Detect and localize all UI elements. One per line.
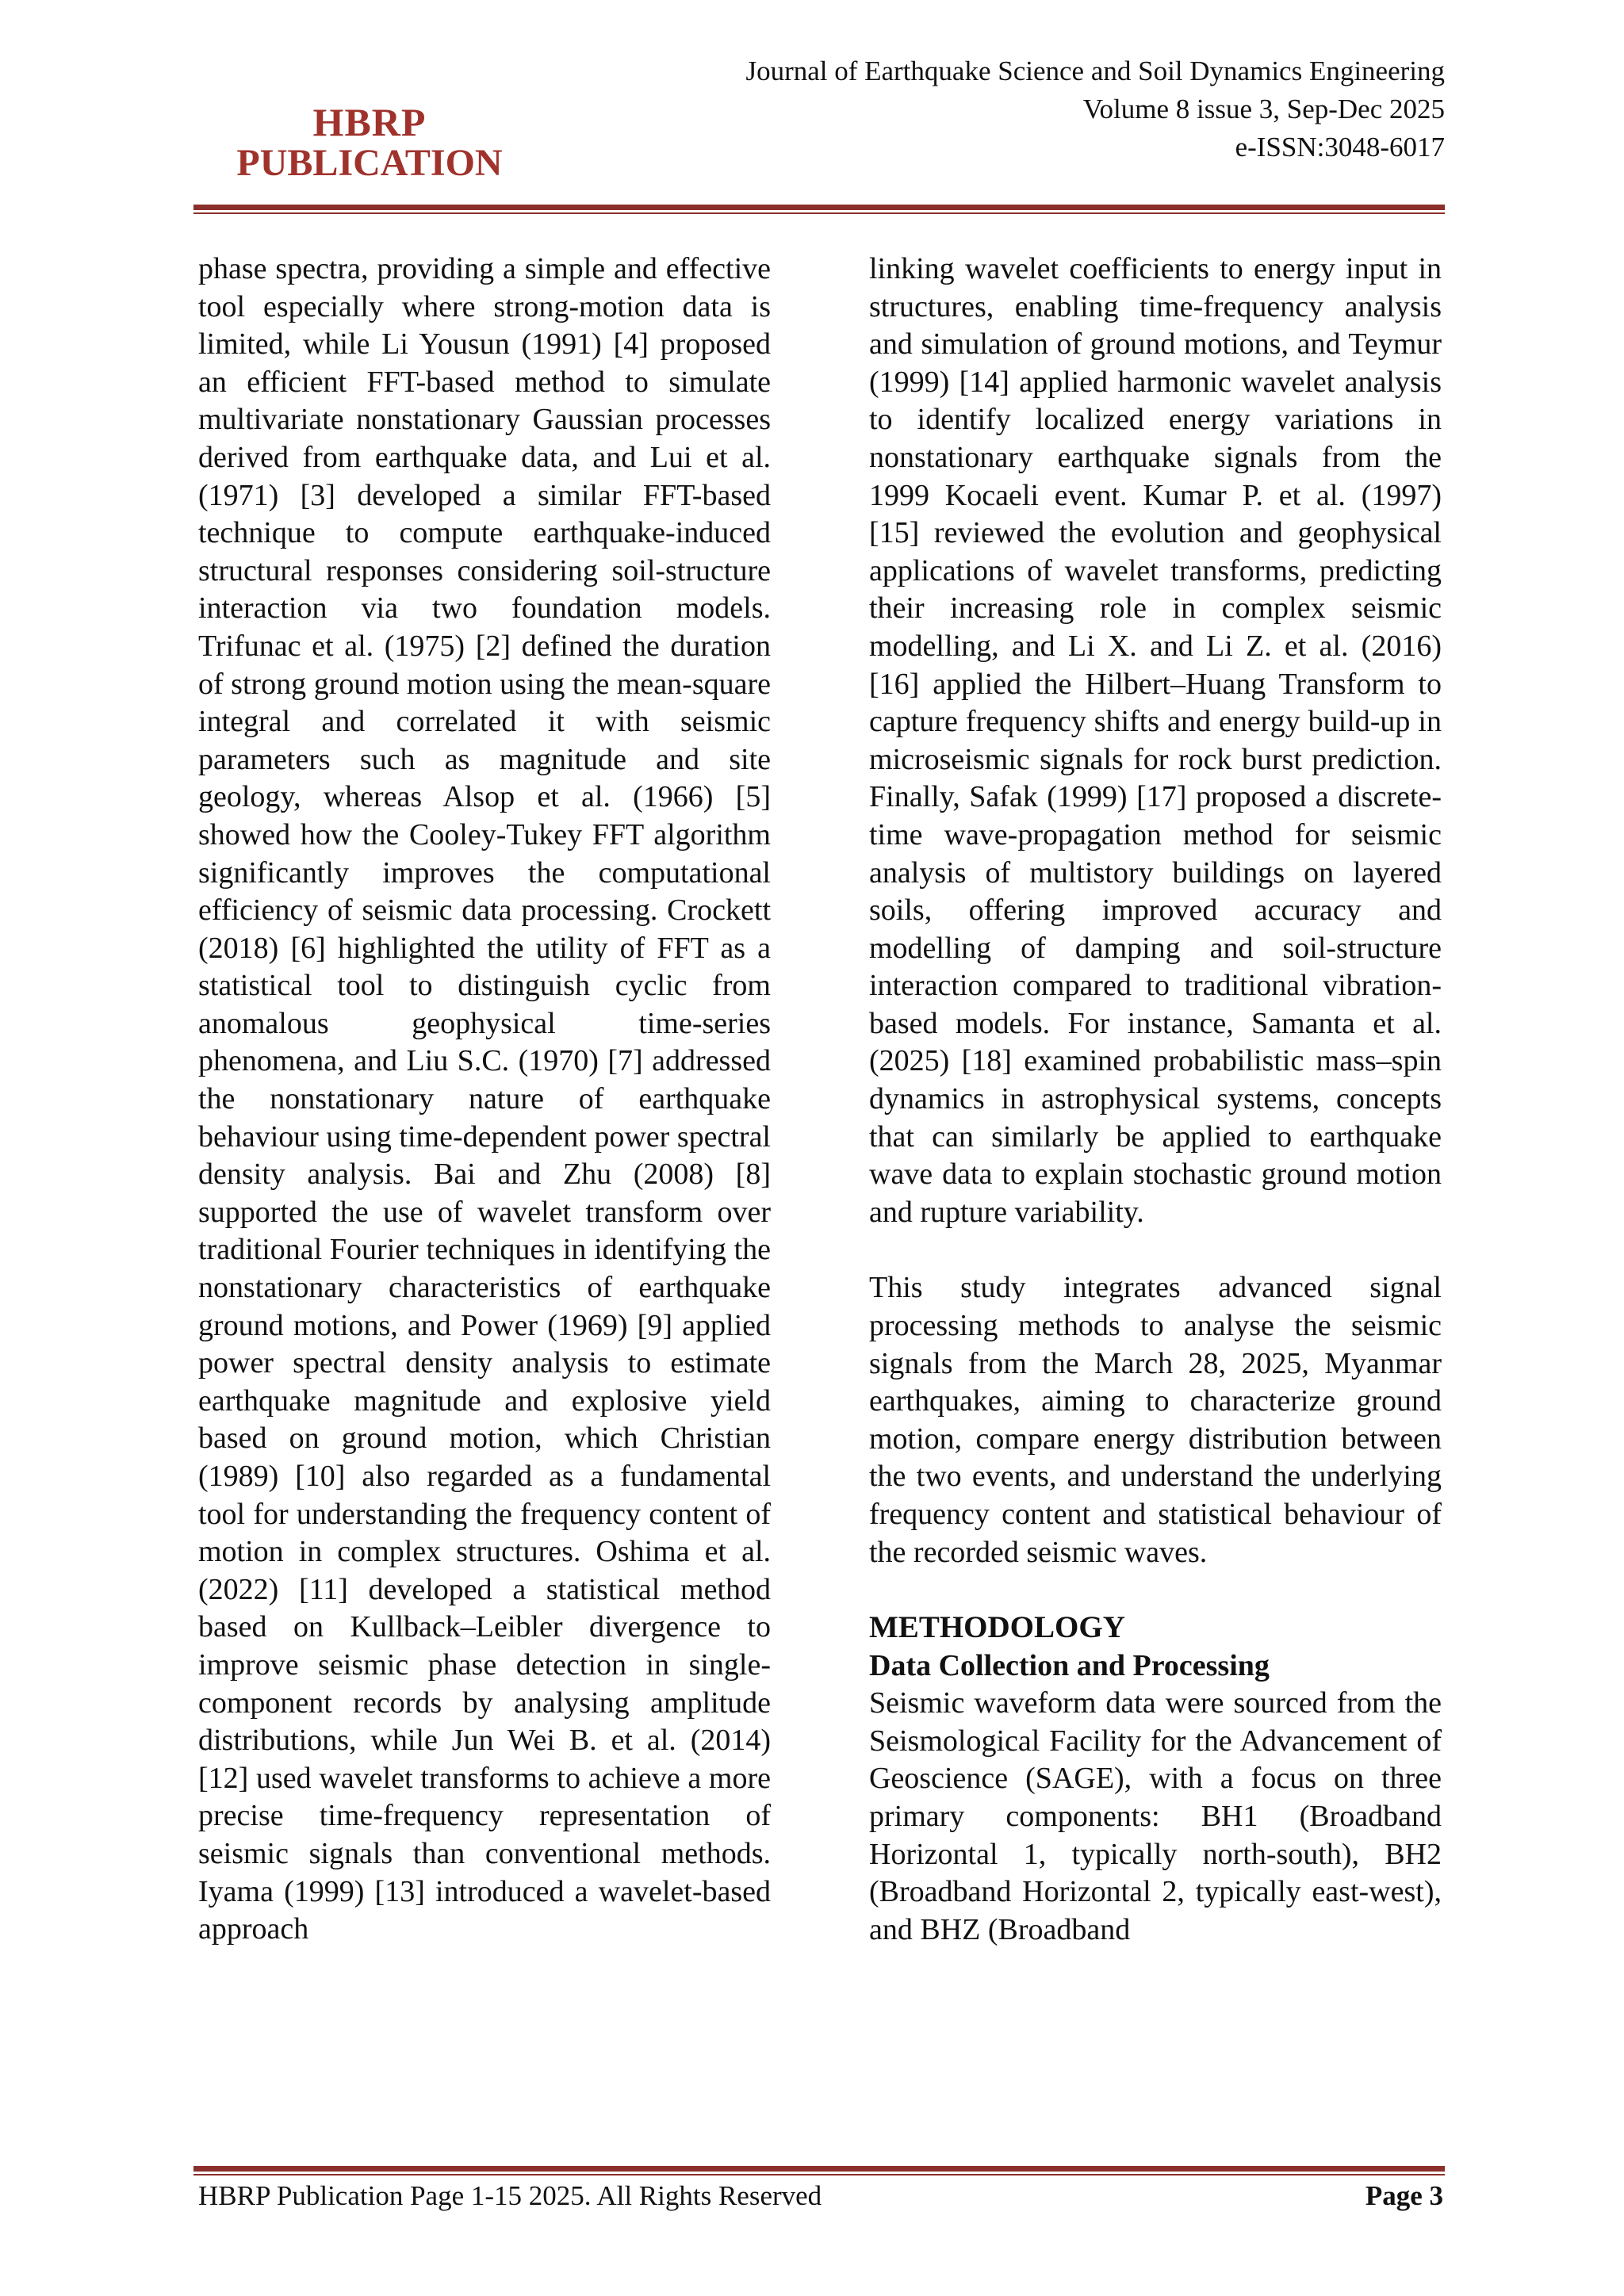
left-column: [198, 251, 771, 1949]
page-number: Page 3: [1365, 2180, 1443, 2211]
left-column-paragraph: phase spectra, providing a simple and effective tool especially where strong-motion data is limited, while Li Yousun (1991) [4] proposed an efficient FFT-based method to simulate multivariate nonstationary Gaussian processes derived from earthquake data, and Lui et al. (1971) [3] developed a similar FFT-based technique to compute earthquake-induced structural responses considering soil-structure interaction via two foundation models. Trifunac et al. (1975) [2] defined the duration of strong ground motion using the mean-square integral and correlated it with seismic parameters such as magnitude and site geology, whereas Alsop et al. (1966) [5] showed how the Cooley-Tukey FFT algorithm significantly improves the computational efficiency of seismic data processing. Crockett (2018) [6] highlighted the utility of FFT as a statistical tool to distinguish cyclic from anomalous geophysical time-series phenomena, and Liu S.C. (1970) [7] addressed the nonstationary nature of earthquake behaviour using time-dependent power spectral density analysis. Bai and Zhu (2008) [8] supported the use of wavelet transform over traditional Fourier techniques in identifying the nonstationary characteristics of earthquake ground motions, and Power (1969) [9] applied power spectral density analysis to estimate earthquake magnitude and explosive yield based on ground motion, which Christian (1989) [10] also regarded as a fundamental tool for understanding the frequency content of motion in complex structures. Oshima et al. (2022) [11] developed a statistical method based on Kullback–Leibler divergence to improve seismic phase detection in single-component records by analysing amplitude distributions, while Jun Wei B. et al. (2014) [12] used wavelet transforms to achieve a more precise time-frequency representation of seismic signals than conventional methods. Iyama (1999) [13] introduced a wavelet-based approach: [198, 252, 771, 1946]
subsection-heading: Data Collection and Processing: [869, 1649, 1270, 1683]
logo-line-2: PUBLICATION: [236, 141, 503, 184]
journal-title: Journal of Earthquake Science and Soil Dynamics Engineering: [745, 55, 1445, 86]
journal-volume: Volume 8 issue 3, Sep-Dec 2025: [1082, 94, 1445, 124]
header-rule: [193, 205, 1445, 214]
section-heading: METHODOLOGY: [869, 1610, 1125, 1645]
publisher-logo: [219, 101, 520, 183]
right-column: [869, 251, 1442, 1949]
journal-info: [745, 52, 1445, 166]
right-column-paragraph-3: Seismic waveform data were sourced from the Seismological Facility for the Advancement of Geoscience (SAGE), with a focus on three primary components: BH1 (Broadband Horizontal 1, typically north-south), BH2 (Broadband Horizontal 2, typically east-west), and BHZ (Broadband: [869, 1686, 1442, 1946]
right-column-paragraph-2: This study integrates advanced signal processing methods to analyse the seismic signals from the March 28, 2025, Myanmar earthquakes, aiming to characterize ground motion, compare energy distribution between the two events, and understand the underlying frequency content and statistical behaviour of the recorded seismic waves.: [869, 1271, 1442, 1569]
right-column-paragraph-1: linking wavelet coefficients to energy input in structures, enabling time-frequency analysis and simulation of ground motions, and Teymur (1999) [14] applied harmonic wavelet analysis to identify localized energy variations in nonstationary earthquake signals from the 1999 Kocaeli event. Kumar P. et al. (1997) [15] reviewed the evolution and geophysical applications of wavelet transforms, predicting their increasing role in complex seismic modelling, and Li X. and Li Z. et al. (2016) [16] applied the Hilbert–Huang Transform to capture frequency shifts and energy build-up in microseismic signals for rock burst prediction. Finally, Safak (1999) [17] proposed a discrete-time wave-propagation method for seismic analysis of multistory buildings on layered soils, offering improved accuracy and modelling of damping and soil-structure interaction compared to traditional vibration-based models. For instance, Samanta et al. (2025) [18] examined probabilistic mass–spin dynamics in astrophysical systems, concepts that can similarly be applied to earthquake wave data to explain stochastic ground motion and rupture variability.: [869, 252, 1442, 1229]
footer-copyright: HBRP Publication Page 1-15 2025. All Rights Reserved: [198, 2180, 822, 2211]
footer-rule: [193, 2166, 1445, 2175]
journal-issn: e-ISSN:3048-6017: [1235, 132, 1445, 163]
logo-line-1: HBRP: [312, 100, 427, 144]
